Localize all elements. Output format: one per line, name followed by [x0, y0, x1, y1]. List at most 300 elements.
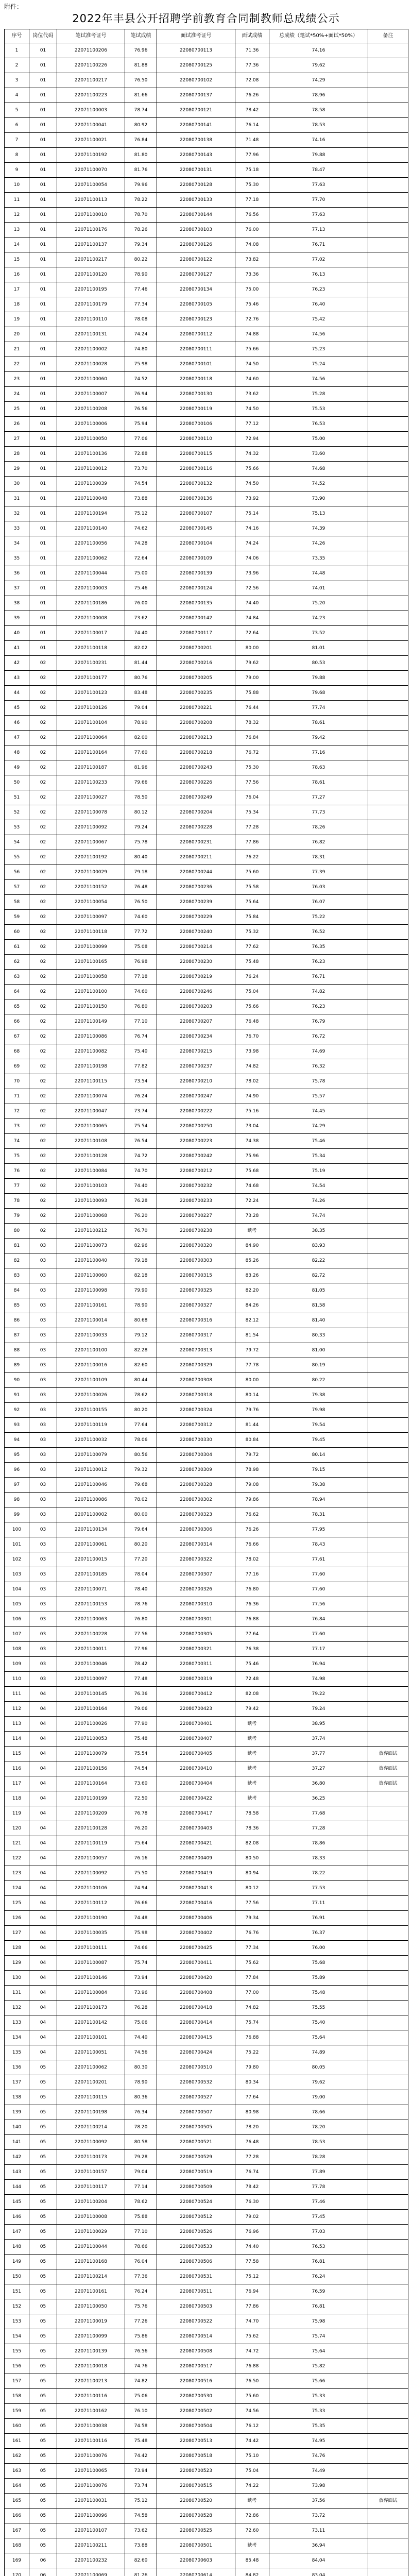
cell-written-score: 78.22	[125, 193, 157, 208]
cell-interview-score: 77.34	[235, 1941, 269, 1956]
cell-remark	[368, 581, 408, 596]
cell-total-score: 74.95	[269, 2434, 368, 2449]
cell-seq: 36	[5, 566, 29, 581]
cell-post-code: 02	[29, 1209, 57, 1224]
cell-remark	[368, 970, 408, 985]
cell-interview-score: 76.88	[235, 1612, 269, 1627]
cell-total-score: 36.94	[269, 2538, 368, 2553]
cell-seq: 113	[5, 1717, 29, 1732]
cell-post-code: 02	[29, 820, 57, 835]
cell-written-ticket: 22071100111	[57, 1941, 125, 1956]
cell-written-score: 78.66	[125, 2240, 157, 2255]
cell-interview-score: 77.58	[235, 2255, 269, 2269]
cell-total-score: 77.11	[269, 1896, 368, 1911]
cell-interview-score: 80.00	[235, 1373, 269, 1388]
cell-seq: 112	[5, 1702, 29, 1717]
cell-interview-ticket: 22080700523	[157, 2464, 235, 2479]
cell-remark	[368, 2255, 408, 2269]
cell-written-score: 81.66	[125, 88, 157, 103]
cell-interview-score: 79.80	[235, 2060, 269, 2075]
cell-total-score: 74.89	[269, 2045, 368, 2060]
cell-interview-ticket: 22080700301	[157, 1612, 235, 1627]
cell-seq: 49	[5, 760, 29, 775]
cell-total-score: 78.31	[269, 850, 368, 865]
table-row	[5, 1388, 408, 1403]
cell-seq: 53	[5, 820, 29, 835]
cell-post-code: 02	[29, 1104, 57, 1119]
cell-seq: 108	[5, 1642, 29, 1657]
cell-interview-score: 74.32	[235, 447, 269, 462]
cell-post-code: 05	[29, 2374, 57, 2389]
table-row	[5, 521, 408, 536]
score-table	[4, 29, 408, 2576]
cell-interview-ticket: 22080700122	[157, 252, 235, 267]
cell-interview-ticket: 22080700231	[157, 835, 235, 850]
cell-seq: 140	[5, 2120, 29, 2135]
cell-remark	[368, 1478, 408, 1493]
cell-remark	[368, 148, 408, 163]
cell-remark	[368, 432, 408, 447]
cell-written-ticket: 22071100115	[57, 2090, 125, 2105]
cell-written-ticket: 22071100190	[57, 1911, 125, 1926]
table-row	[5, 910, 408, 925]
cell-remark	[368, 1851, 408, 1866]
cell-remark	[368, 955, 408, 970]
cell-interview-ticket: 22080700506	[157, 2255, 235, 2269]
cell-remark	[368, 73, 408, 88]
cell-seq: 165	[5, 2494, 29, 2509]
cell-interview-score: 75.58	[235, 880, 269, 895]
cell-remark	[368, 2060, 408, 2075]
cell-post-code: 01	[29, 462, 57, 477]
cell-written-ticket: 22071100231	[57, 656, 125, 671]
cell-seq: 79	[5, 1209, 29, 1224]
cell-written-ticket: 22071100003	[57, 581, 125, 596]
cell-remark	[368, 865, 408, 880]
cell-interview-score: 74.88	[235, 327, 269, 342]
cell-seq: 164	[5, 2479, 29, 2494]
cell-interview-score: 81.44	[235, 1418, 269, 1433]
cell-total-score: 77.03	[269, 2225, 368, 2240]
cell-written-score: 78.90	[125, 1298, 157, 1313]
cell-written-score: 82.96	[125, 1239, 157, 1253]
cell-written-score: 76.50	[125, 73, 157, 88]
cell-post-code: 01	[29, 267, 57, 282]
cell-written-ticket: 22071100213	[57, 2374, 125, 2389]
cell-written-score: 78.40	[125, 1582, 157, 1597]
cell-written-ticket: 22071100208	[57, 402, 125, 417]
cell-written-score: 77.96	[125, 1642, 157, 1657]
cell-remark	[368, 312, 408, 327]
cell-post-code: 03	[29, 1403, 57, 1418]
cell-post-code: 03	[29, 1268, 57, 1283]
cell-post-code: 01	[29, 193, 57, 208]
cell-seq: 93	[5, 1418, 29, 1433]
cell-remark	[368, 1732, 408, 1747]
cell-total-score: 37.27	[269, 1761, 368, 1776]
cell-seq: 127	[5, 1926, 29, 1941]
table-row	[5, 1537, 408, 1552]
cell-interview-score: 73.04	[235, 1119, 269, 1134]
table-row	[5, 1926, 408, 1941]
cell-interview-score: 78.32	[235, 716, 269, 731]
table-row	[5, 1642, 408, 1657]
cell-interview-ticket: 22080700131	[157, 163, 235, 178]
cell-interview-score: 84.26	[235, 1298, 269, 1313]
table-row	[5, 1776, 408, 1791]
cell-remark	[368, 118, 408, 133]
cell-written-ticket: 22071100108	[57, 1134, 125, 1149]
cell-interview-ticket: 22080700307	[157, 1567, 235, 1582]
cell-post-code: 03	[29, 1597, 57, 1612]
cell-post-code: 05	[29, 2389, 57, 2404]
cell-remark	[368, 2404, 408, 2419]
cell-interview-ticket: 22080700203	[157, 999, 235, 1014]
cell-remark	[368, 1433, 408, 1448]
cell-seq: 22	[5, 357, 29, 372]
cell-written-score: 74.40	[125, 1179, 157, 1194]
cell-total-score: 75.24	[269, 357, 368, 372]
cell-post-code: 02	[29, 955, 57, 970]
cell-post-code: 04	[29, 1851, 57, 1866]
cell-interview-score: 80.34	[235, 2075, 269, 2090]
cell-total-score: 75.64	[269, 2344, 368, 2359]
cell-seq: 48	[5, 745, 29, 760]
cell-interview-ticket: 22080700145	[157, 521, 235, 536]
cell-interview-score: 76.50	[235, 2374, 269, 2389]
cell-written-ticket: 22071100165	[57, 955, 125, 970]
cell-remark	[368, 536, 408, 551]
cell-interview-ticket: 22080700240	[157, 925, 235, 940]
cell-seq: 151	[5, 2284, 29, 2299]
cell-interview-ticket: 22080700420	[157, 1971, 235, 1986]
cell-seq: 143	[5, 2165, 29, 2180]
cell-written-ticket: 22071100016	[57, 1358, 125, 1373]
cell-remark	[368, 999, 408, 1014]
cell-interview-score: 76.80	[235, 1582, 269, 1597]
cell-interview-score: 77.16	[235, 1567, 269, 1582]
cell-seq: 40	[5, 626, 29, 641]
cell-post-code: 02	[29, 716, 57, 731]
cell-interview-ticket: 22080700532	[157, 2075, 235, 2090]
cell-interview-score: 75.14	[235, 506, 269, 521]
cell-interview-ticket: 22080700236	[157, 880, 235, 895]
cell-interview-score: 75.30	[235, 760, 269, 775]
cell-seq: 132	[5, 2001, 29, 2015]
cell-written-ticket: 22071100031	[57, 2494, 125, 2509]
cell-remark	[368, 2210, 408, 2225]
cell-written-ticket: 22071100192	[57, 850, 125, 865]
cell-written-score: 77.56	[125, 1627, 157, 1642]
cell-interview-ticket: 22080700408	[157, 1986, 235, 2001]
cell-written-score: 76.74	[125, 1029, 157, 1044]
cell-interview-score: 83.26	[235, 1268, 269, 1283]
cell-seq: 116	[5, 1761, 29, 1776]
cell-written-score: 76.28	[125, 1194, 157, 1209]
cell-written-ticket: 22071100074	[57, 1089, 125, 1104]
cell-interview-ticket: 22080700505	[157, 2120, 235, 2135]
cell-interview-ticket: 22080700425	[157, 1941, 235, 1956]
cell-post-code: 02	[29, 731, 57, 745]
cell-interview-score: 76.14	[235, 118, 269, 133]
cell-remark	[368, 2449, 408, 2464]
cell-seq: 19	[5, 312, 29, 327]
cell-total-score: 75.23	[269, 342, 368, 357]
cell-written-ticket: 22071100137	[57, 238, 125, 252]
cell-interview-score: 76.76	[235, 1926, 269, 1941]
cell-interview-score: 75.84	[235, 910, 269, 925]
cell-written-score: 77.72	[125, 925, 157, 940]
cell-written-score: 74.58	[125, 2509, 157, 2523]
table-row	[5, 940, 408, 955]
cell-seq: 91	[5, 1388, 29, 1403]
cell-written-score: 76.94	[125, 387, 157, 402]
cell-seq: 88	[5, 1343, 29, 1358]
table-row	[5, 282, 408, 297]
cell-written-score: 76.80	[125, 1612, 157, 1627]
cell-written-ticket: 22071100040	[57, 1253, 125, 1268]
cell-remark	[368, 43, 408, 58]
cell-written-score: 73.70	[125, 462, 157, 477]
cell-remark	[368, 2269, 408, 2284]
cell-written-score: 73.62	[125, 611, 157, 626]
cell-interview-score: 75.12	[235, 2269, 269, 2284]
cell-seq: 134	[5, 2030, 29, 2045]
cell-post-code: 03	[29, 1239, 57, 1253]
cell-total-score: 83.93	[269, 1239, 368, 1253]
cell-written-ticket: 22071100078	[57, 805, 125, 820]
cell-post-code: 01	[29, 551, 57, 566]
table-row	[5, 1029, 408, 1044]
cell-interview-ticket: 22080700305	[157, 1627, 235, 1642]
cell-interview-ticket: 22080700115	[157, 447, 235, 462]
cell-total-score: 77.60	[269, 1627, 368, 1642]
cell-post-code: 05	[29, 2150, 57, 2165]
cell-interview-ticket: 22080700249	[157, 790, 235, 805]
cell-post-code: 02	[29, 865, 57, 880]
cell-interview-score: 77.64	[235, 1627, 269, 1642]
cell-total-score: 77.02	[269, 252, 368, 267]
cell-total-score: 75.28	[269, 387, 368, 402]
cell-written-score: 75.78	[125, 835, 157, 850]
cell-post-code: 02	[29, 760, 57, 775]
cell-remark	[368, 731, 408, 745]
cell-total-score: 78.94	[269, 1493, 368, 1507]
table-row	[5, 2314, 408, 2329]
cell-written-ticket: 22071100185	[57, 1567, 125, 1582]
cell-written-score: 80.40	[125, 850, 157, 865]
cell-written-score: 74.40	[125, 2030, 157, 2045]
cell-written-score: 82.18	[125, 1268, 157, 1283]
cell-post-code: 04	[29, 1896, 57, 1911]
table-row	[5, 2509, 408, 2523]
cell-total-score: 73.98	[269, 2479, 368, 2494]
cell-written-score: 79.32	[125, 1463, 157, 1478]
cell-post-code: 01	[29, 312, 57, 327]
cell-written-score: 75.06	[125, 2015, 157, 2030]
cell-seq: 130	[5, 1971, 29, 1986]
cell-written-ticket: 22071100035	[57, 1926, 125, 1941]
cell-seq: 152	[5, 2299, 29, 2314]
cell-total-score: 74.26	[269, 536, 368, 551]
table-row	[5, 2359, 408, 2374]
cell-interview-score: 75.04	[235, 985, 269, 999]
cell-interview-score: 缺考	[235, 1732, 269, 1747]
cell-written-score: 78.90	[125, 2075, 157, 2090]
cell-written-score: 82.00	[125, 731, 157, 745]
cell-remark	[368, 1941, 408, 1956]
cell-total-score: 77.61	[269, 1552, 368, 1567]
cell-total-score: 74.54	[269, 1179, 368, 1194]
cell-written-ticket: 22071100073	[57, 1239, 125, 1253]
cell-written-score: 77.20	[125, 1552, 157, 1567]
cell-written-score: 78.08	[125, 312, 157, 327]
table-row	[5, 1328, 408, 1343]
cell-post-code: 01	[29, 163, 57, 178]
cell-written-ticket: 22071100162	[57, 2404, 125, 2419]
cell-total-score: 75.40	[269, 2015, 368, 2030]
table-row	[5, 1941, 408, 1956]
cell-interview-ticket: 22080700508	[157, 2344, 235, 2359]
cell-interview-ticket: 22080700511	[157, 2284, 235, 2299]
cell-interview-score: 75.10	[235, 2449, 269, 2464]
cell-post-code: 04	[29, 1761, 57, 1776]
cell-post-code: 02	[29, 910, 57, 925]
cell-remark	[368, 790, 408, 805]
cell-total-score: 75.48	[269, 1986, 368, 2001]
cell-written-score: 76.04	[125, 2255, 157, 2269]
cell-remark	[368, 925, 408, 940]
table-row	[5, 2135, 408, 2150]
table-row	[5, 2374, 408, 2389]
cell-interview-ticket: 22080700103	[157, 223, 235, 238]
cell-total-score: 79.38	[269, 1478, 368, 1493]
cell-seq: 149	[5, 2255, 29, 2269]
cell-written-score: 80.22	[125, 252, 157, 267]
cell-interview-score: 76.24	[235, 970, 269, 985]
cell-interview-score: 74.50	[235, 357, 269, 372]
cell-total-score: 37.77	[269, 1747, 368, 1761]
cell-written-ticket: 22071100011	[57, 1642, 125, 1657]
table-row	[5, 252, 408, 267]
cell-written-score: 72.64	[125, 551, 157, 566]
cell-written-ticket: 22071100176	[57, 223, 125, 238]
cell-interview-score: 75.04	[235, 2464, 269, 2479]
cell-written-ticket: 22071100204	[57, 2195, 125, 2210]
cell-written-ticket: 22071100150	[57, 999, 125, 1014]
cell-post-code: 02	[29, 1089, 57, 1104]
cell-seq: 90	[5, 1373, 29, 1388]
cell-interview-score: 76.12	[235, 2419, 269, 2434]
table-row	[5, 1761, 408, 1776]
table-row	[5, 671, 408, 686]
cell-total-score: 74.23	[269, 611, 368, 626]
cell-total-score: 79.00	[269, 2090, 368, 2105]
table-row	[5, 58, 408, 73]
cell-written-score: 74.80	[125, 342, 157, 357]
cell-post-code: 03	[29, 1642, 57, 1657]
cell-written-ticket: 22071100015	[57, 1552, 125, 1567]
cell-seq: 4	[5, 88, 29, 103]
cell-interview-ticket: 22080700514	[157, 2329, 235, 2344]
cell-written-ticket: 22071100146	[57, 1971, 125, 1986]
cell-remark	[368, 2523, 408, 2538]
cell-interview-ticket: 22080700134	[157, 282, 235, 297]
table-row	[5, 1747, 408, 1761]
cell-total-score: 79.42	[269, 731, 368, 745]
cell-written-ticket: 22071100092	[57, 820, 125, 835]
cell-written-ticket: 22071100118	[57, 925, 125, 940]
cell-written-ticket: 22071100106	[57, 1881, 125, 1896]
cell-remark	[368, 2225, 408, 2240]
table-row	[5, 402, 408, 417]
cell-total-score: 77.27	[269, 790, 368, 805]
cell-post-code: 01	[29, 252, 57, 267]
cell-total-score: 75.89	[269, 1971, 368, 1986]
cell-written-ticket: 22071100054	[57, 895, 125, 910]
cell-written-score: 79.90	[125, 1283, 157, 1298]
cell-interview-ticket: 22080700522	[157, 2314, 235, 2329]
table-row	[5, 462, 408, 477]
cell-remark	[368, 163, 408, 178]
cell-written-score: 75.46	[125, 581, 157, 596]
cell-total-score: 76.53	[269, 2240, 368, 2255]
cell-total-score: 81.00	[269, 1343, 368, 1358]
table-row	[5, 88, 408, 103]
cell-written-score: 81.96	[125, 760, 157, 775]
cell-interview-ticket: 22080700310	[157, 1597, 235, 1612]
cell-interview-ticket: 22080700533	[157, 2240, 235, 2255]
cell-post-code: 02	[29, 686, 57, 701]
cell-remark	[368, 2374, 408, 2389]
cell-written-score: 77.82	[125, 1059, 157, 1074]
cell-written-score: 73.60	[125, 1776, 157, 1791]
cell-seq: 27	[5, 432, 29, 447]
cell-seq: 155	[5, 2344, 29, 2359]
cell-seq: 34	[5, 536, 29, 551]
cell-interview-score: 74.40	[235, 2240, 269, 2255]
cell-interview-ticket: 22080700138	[157, 133, 235, 148]
cell-total-score: 79.38	[269, 1388, 368, 1403]
cell-written-score: 76.20	[125, 1821, 157, 1836]
header-written-score: 笔试成绩	[125, 29, 157, 43]
cell-remark	[368, 1388, 408, 1403]
cell-post-code: 04	[29, 1941, 57, 1956]
cell-post-code: 03	[29, 1657, 57, 1672]
cell-total-score: 75.13	[269, 506, 368, 521]
cell-written-ticket: 22071100010	[57, 208, 125, 223]
cell-interview-ticket: 22080700247	[157, 1089, 235, 1104]
cell-seq: 156	[5, 2359, 29, 2374]
cell-interview-ticket: 22080700244	[157, 865, 235, 880]
cell-post-code: 01	[29, 641, 57, 656]
cell-seq: 111	[5, 1687, 29, 1702]
cell-written-ticket: 22071100156	[57, 1761, 125, 1776]
cell-interview-score: 76.22	[235, 850, 269, 865]
cell-written-score: 83.48	[125, 686, 157, 701]
table-row	[5, 477, 408, 492]
cell-written-ticket: 22071100047	[57, 1104, 125, 1119]
cell-remark	[368, 1493, 408, 1507]
cell-remark	[368, 1253, 408, 1268]
cell-remark	[368, 223, 408, 238]
table-row	[5, 1014, 408, 1029]
cell-total-score: 74.39	[269, 521, 368, 536]
cell-interview-ticket: 22080700112	[157, 327, 235, 342]
cell-seq: 14	[5, 238, 29, 252]
cell-interview-ticket: 22080700235	[157, 686, 235, 701]
cell-written-ticket: 22071100139	[57, 2344, 125, 2359]
